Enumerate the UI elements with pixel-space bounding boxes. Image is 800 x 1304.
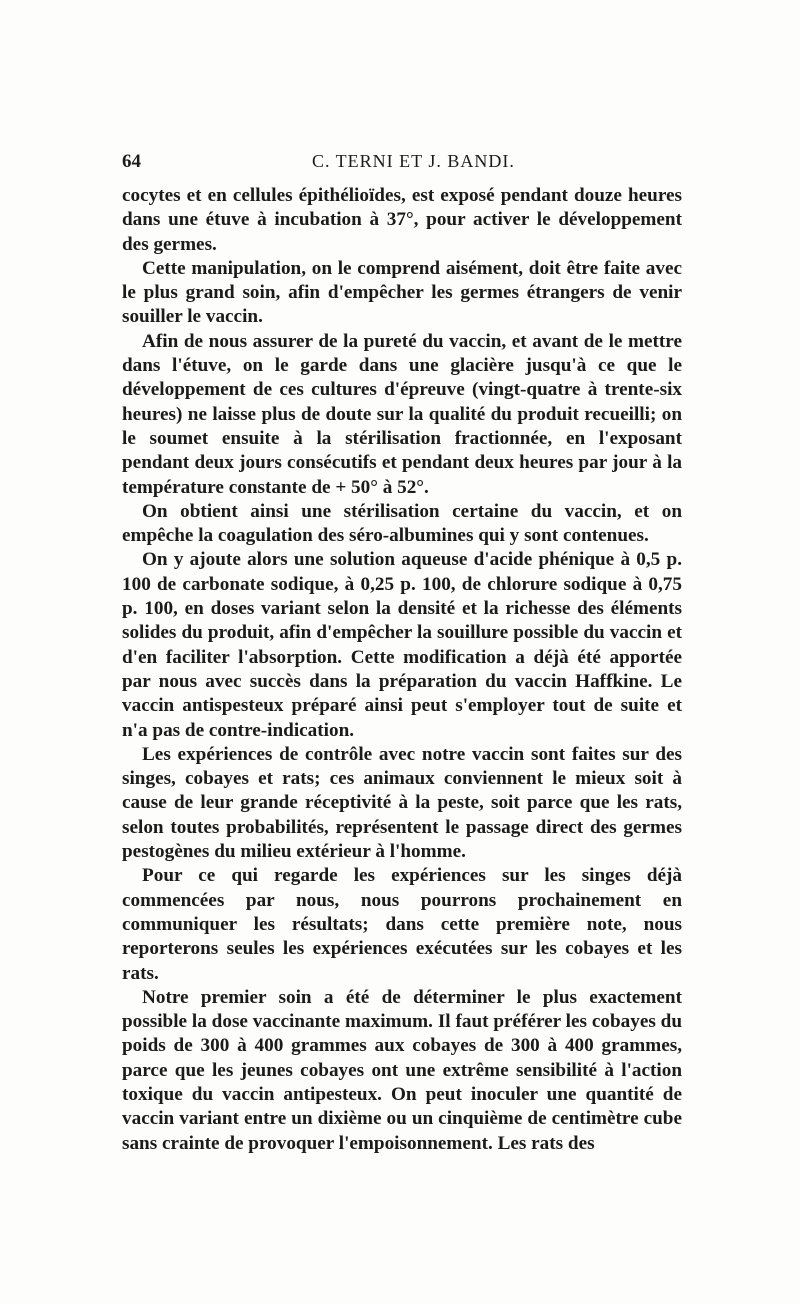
paragraph-8: Notre premier soin a été de déterminer le plus exactement possible la dose vaccinante maximum. Il faut préférer les cobayes du poids de 300 à 400 grammes aux cobayes de 300 à 400 grammes, parce que les jeunes cobayes ont une extrême sensibilité à l'action toxique du vaccin antipesteux. On peut inoculer une quantité de vaccin variant entre un dixième ou un cinquième de centimètre cube sans crainte de provoquer l'empoisonnement. Les rats des	[122, 986, 682, 1154]
paragraph-3: Afin de nous assurer de la pureté du vaccin, et avant de le mettre dans l'étuve, on le garde dans une glacière jusqu'à ce que le développement de ces cultures d'épreuve (vingt-quatre à trente-six heures) ne laisse plus de doute sur la qualité du produit recueilli; on le soumet ensuite à la stérilisation fractionnée, en l'exposant pendant deux jours consécutifs et pendant deux heures par jour à la température constante de + 50° à 52°.	[122, 330, 682, 498]
page-header	[122, 151, 682, 179]
paragraph-7: Pour ce qui regarde les expériences sur les singes déjà commencées par nous, nous pourrons prochainement en communiquer les résultats; dans cette première note, nous reporterons seules les expériences exécutées sur les cobayes et les rats.	[122, 865, 682, 984]
body-text	[122, 184, 682, 1156]
paragraph-6: Les expériences de contrôle avec notre vaccin sont faites sur des singes, cobayes et rats; ces animaux conviennent le mieux soit à cause de leur grande réceptivité à la peste, soit parce que les rats, selon toutes probabilités, représentent le passage direct des germes pestogènes du milieu extérieur à l'homme.	[122, 743, 682, 863]
paragraph-5: On y ajoute alors une solution aqueuse d'acide phénique à 0,5 p. 100 de carbonate sodique, à 0,25 p. 100, de chlorure sodique à 0,75 p. 100, en doses variant selon la densité et la richesse des éléments solides du produit, afin d'empêcher la souillure possible du vaccin et d'en faciliter l'absorption. Cette modification a déjà été apportée par nous avec succès dans la préparation du vaccin Haffkine. Le vaccin antispesteux préparé ainsi peut s'employer tout de suite et n'a pas de contre-indication.	[122, 549, 682, 741]
paragraph-4: On obtient ainsi une stérilisation certaine du vaccin, et on empêche la coagulation des séro-albumines qui y sont contenues.	[122, 500, 682, 547]
running-head: C. TERNI ET J. BANDI.	[312, 151, 515, 171]
page-number: 64	[122, 151, 141, 172]
paragraph-1: cocytes et en cellules épithélioïdes, est exposé pendant douze heures dans une étuve à incubation à 37°, pour activer le développement des germes.	[122, 185, 682, 255]
paragraph-2: Cette manipulation, on le comprend aisément, doit être faite avec le plus grand soin, afin d'empêcher les germes étrangers de venir souiller le vaccin.	[122, 257, 682, 328]
